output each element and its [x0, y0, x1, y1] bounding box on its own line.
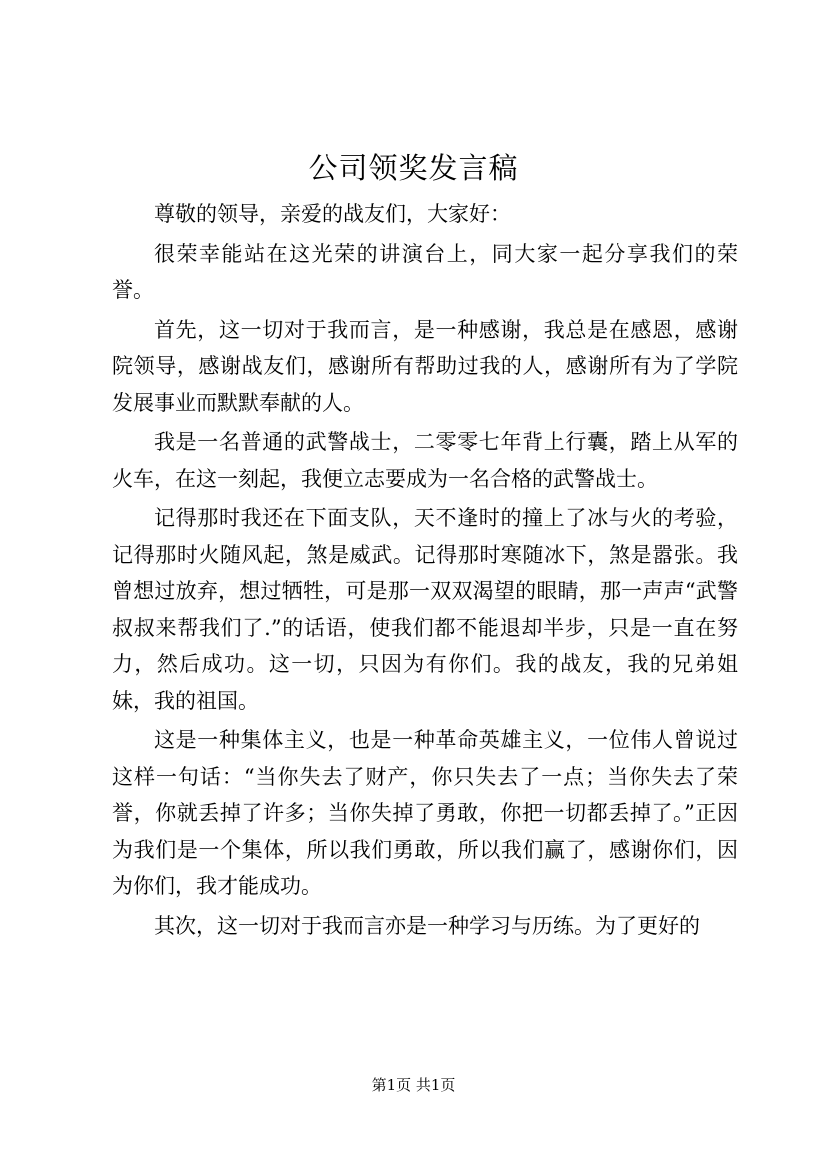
paragraph-enlistment: 我是一名普通的武警战士，二零零七年背上行囊，踏上从军的火车，在这一刻起，我便立志要成为一名合格的武警战士。	[112, 430, 738, 491]
page-footer: 第1页 共1页	[371, 1076, 456, 1094]
paragraph-learning: 其次，这一切对于我而言亦是一种学习与历练。为了更好的	[154, 913, 700, 938]
document-body	[112, 196, 738, 947]
paragraph-memory: 记得那时我还在下面支队，天不逢时的撞上了冰与火的考验，记得那时火随风起，煞是威武。记得那时寒随冰下，煞是嚣张。我曾想过放弃，想过牺牲，可是那一双双渴望的眼睛，那一声声“武警叔叔来帮我们了.”的话语，使我们都不能退却半步，只是一直在努力，然后成功。这一切，只因为有你们。我的战友，我的兄弟姐妹，我的祖国。	[112, 506, 738, 713]
paragraph-collectivism: 这是一种集体主义，也是一种革命英雄主义，一位伟人曾说过这样一句话：“当你失去了财产，你只失去了一点；当你失去了荣誉，你就丢掉了许多；当你失掉了勇敢，你把一切都丢掉了。”正因为我们是一个集体，所以我们勇敢，所以我们赢了，感谢你们，因为你们，我才能成功。	[112, 728, 738, 898]
paragraph-gratitude: 首先，这一切对于我而言，是一种感谢，我总是在感恩，感谢院领导，感谢战友们，感谢所有帮助过我的人，感谢所有为了学院发展事业而默默奉献的人。	[112, 317, 738, 415]
document-title: 公司领奖发言稿	[308, 151, 519, 185]
paragraph-greeting: 尊敬的领导，亲爱的战友们，大家好：	[154, 202, 511, 226]
paragraph-honor: 很荣幸能站在这光荣的讲演台上，同大家一起分享我们的荣誉。	[112, 241, 738, 302]
